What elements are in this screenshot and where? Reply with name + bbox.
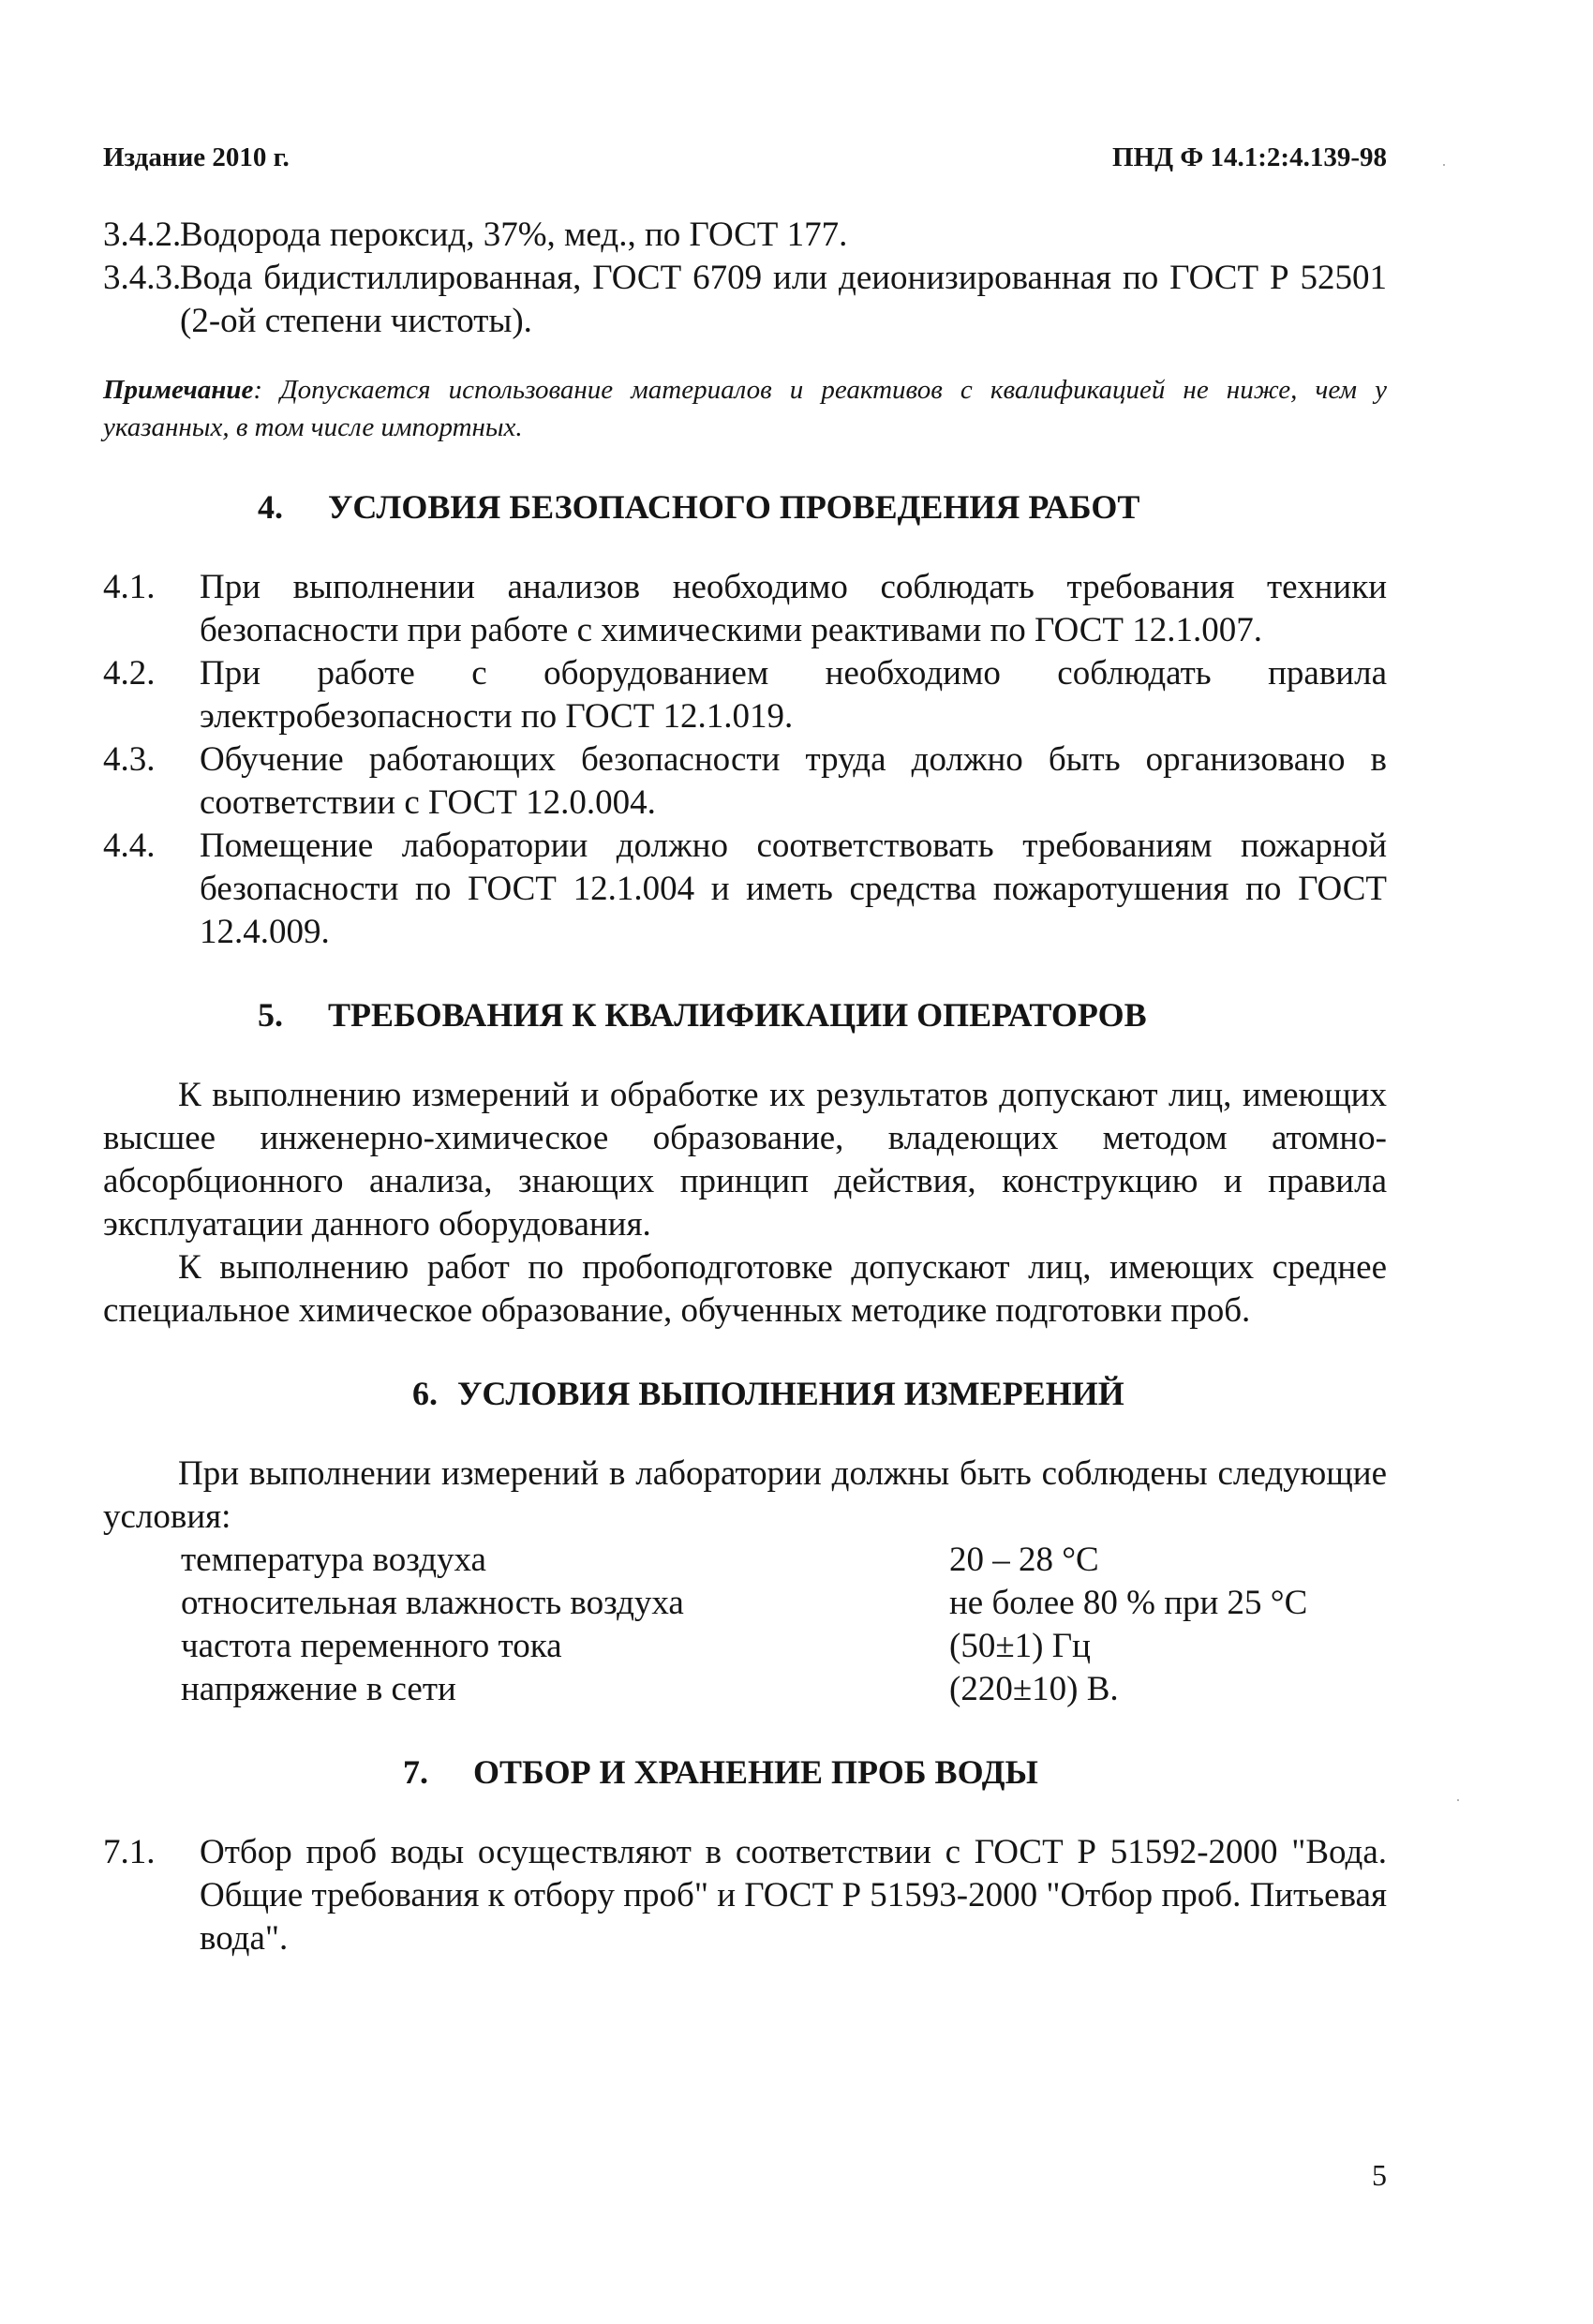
section-number: 6. — [412, 1375, 438, 1412]
section-heading: УСЛОВИЯ ВЫПОЛНЕНИЯ ИЗМЕРЕНИЙ — [457, 1375, 1124, 1412]
paragraph: К выполнению работ по пробоподготовке допускают лиц, имеющих среднее специальное химическое образование, обученных методике подготовки проб. — [103, 1248, 1387, 1330]
note-label: Примечание — [103, 375, 254, 405]
section-7-title — [103, 1750, 1387, 1794]
section-6-title — [103, 1372, 1387, 1415]
condition-row — [181, 1582, 1387, 1625]
item-text: Помещение лаборатории должно соответствовать требованиям пожарной безопасности по ГОСТ 12.1.004 и иметь средства пожаротушения по ГОСТ 12.4.009. — [200, 827, 1387, 951]
document-code: ПНД Ф 14.1:2:4.139-98 — [1112, 142, 1387, 172]
page-number: 5 — [1372, 2158, 1387, 2192]
item-number: 3.4.2. — [103, 216, 182, 254]
section-number: 7. — [403, 1753, 428, 1791]
section-heading: ОТБОР И ХРАНЕНИЕ ПРОБ ВОДЫ — [473, 1753, 1038, 1791]
section-4-title — [103, 485, 1387, 529]
item-text: Вода бидистиллированная, ГОСТ 6709 или деионизированная по ГОСТ Р 52501 (2-ой степени чистоты). — [180, 259, 1387, 340]
condition-row — [181, 1625, 1387, 1668]
list-item — [103, 214, 1387, 257]
item-text: Водорода пероксид, 37%, мед., по ГОСТ 177. — [180, 216, 848, 254]
list-item — [103, 257, 1387, 343]
condition-label: температура воздуха — [181, 1541, 486, 1579]
note-paragraph — [103, 371, 1387, 446]
section-5-title — [103, 993, 1387, 1036]
item-number: 4.2. — [103, 654, 156, 693]
condition-value: не более 80 % при 25 °С — [949, 1584, 1308, 1622]
condition-label: напряжение в сети — [181, 1670, 456, 1708]
condition-value: (220±10) В. — [949, 1670, 1119, 1708]
condition-label: относительная влажность воздуха — [181, 1584, 684, 1622]
list-item — [103, 738, 1387, 825]
item-text: Отбор проб воды осуществляют в соответствии с ГОСТ Р 51592-2000 "Вода. Общие требования к отбору проб" и ГОСТ Р 51593-2000 "Отбор проб. Питьевая вода". — [200, 1833, 1387, 1958]
item-text: При работе с оборудованием необходимо соблюдать правила электробезопасности по ГОСТ 12.1.019. — [200, 654, 1387, 736]
note-text: : Допускается использование материалов и реактивов с квалификацией не ниже, чем у указанных, в том числе импортных. — [103, 375, 1387, 442]
section-heading: ТРЕБОВАНИЯ К КВАЛИФИКАЦИИ ОПЕРАТОРОВ — [328, 996, 1147, 1034]
condition-value: (50±1) Гц — [949, 1627, 1091, 1665]
item-number: 3.4.3. — [103, 259, 182, 297]
condition-value: 20 – 28 °С — [949, 1541, 1099, 1579]
scan-speck — [1457, 1799, 1459, 1801]
section-number: 4. — [258, 488, 283, 526]
condition-row — [181, 1539, 1387, 1582]
list-item — [103, 825, 1387, 954]
list-item — [103, 1831, 1387, 1960]
paragraph: К выполнению измерений и обработке их результатов допускают лиц, имеющих высшее инженерно-химическое образование, владеющих методом атомно-абсорбционного анализа, знающих принцип действия, конструкцию и правила эксплуатации данного оборудования. — [103, 1076, 1387, 1244]
conditions-table — [181, 1539, 1387, 1711]
item-text: Обучение работающих безопасности труда должно быть организовано в соответствии с ГОСТ 12.0.004. — [200, 740, 1387, 822]
item-number: 4.1. — [103, 568, 156, 606]
section-heading: УСЛОВИЯ БЕЗОПАСНОГО ПРОВЕДЕНИЯ РАБОТ — [328, 488, 1140, 526]
scan-speck — [1443, 164, 1445, 166]
page-content — [103, 214, 1387, 1960]
item-number: 7.1. — [103, 1833, 156, 1871]
condition-row — [181, 1668, 1387, 1711]
section-number: 5. — [258, 996, 283, 1034]
item-number: 4.4. — [103, 827, 156, 865]
item-number: 4.3. — [103, 740, 156, 779]
edition-label: Издание 2010 г. — [103, 142, 290, 172]
item-text: При выполнении анализов необходимо соблюдать требования техники безопасности при работе с химическими реактивами по ГОСТ 12.1.007. — [200, 568, 1387, 649]
page-header — [103, 142, 1387, 180]
paragraph: При выполнении измерений в лаборатории должны быть соблюдены следующие условия: — [103, 1454, 1387, 1536]
condition-label: частота переменного тока — [181, 1627, 562, 1665]
list-item — [103, 566, 1387, 652]
list-item — [103, 652, 1387, 738]
